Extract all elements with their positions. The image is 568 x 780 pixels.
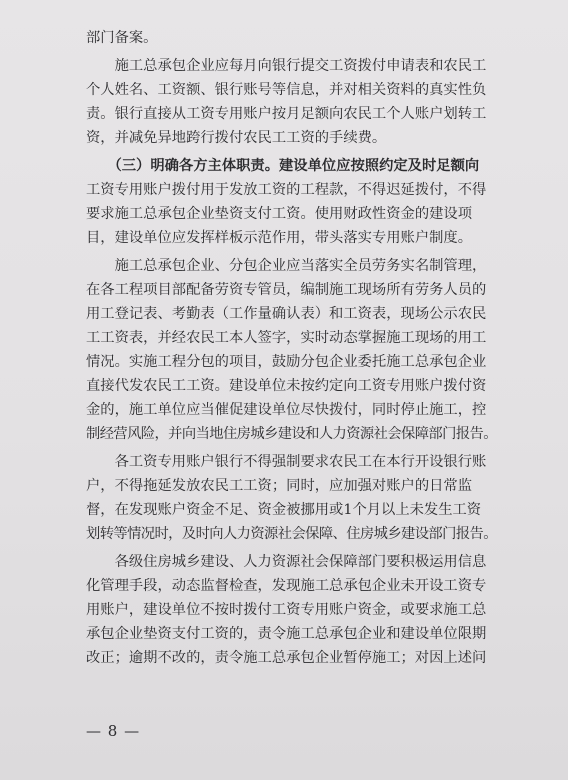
text-line: 责。银行直接从工资专用账户按月足额向农民工个人账户划转工 bbox=[86, 106, 487, 122]
body-text bbox=[86, 26, 544, 670]
text-line: 各工资专用账户银行不得强制要求农民工在本行开设银行账 bbox=[86, 454, 487, 470]
text-line: 督，在发现账户资金不足、资金被挪用或1个月以上未发生工资 bbox=[86, 502, 482, 518]
page-number: — 8 — bbox=[86, 722, 141, 740]
text-line: 划转等情况时，及时向人力资源社会保障、住房城乡建设部门报告。 bbox=[86, 526, 497, 542]
text-line: 情况。实施工程分包的项目，鼓励分包企业委托施工总承包企业 bbox=[86, 354, 487, 370]
text-line: 改正；逾期不改的，责令施工总承包企业暂停施工；对因上述问 bbox=[86, 650, 487, 666]
text-line: 各级住房城乡建设、人力资源社会保障部门要积极运用信息 bbox=[86, 554, 487, 570]
section-heading-line: （三）明确各方主体职责。建设单位应按照约定及时足额向 bbox=[86, 158, 480, 174]
text-line: 在各工程项目部配备劳资专管员，编制施工现场所有劳务人员的 bbox=[86, 282, 487, 298]
text-line: 工工资表，并经农民工本人签字，实时动态掌握施工现场的用工 bbox=[86, 330, 487, 346]
text-line: 金的，施工单位应当催促建设单位尽快拨付，同时停止施工，控 bbox=[86, 402, 487, 418]
text-line: 部门备案。 bbox=[86, 30, 158, 46]
text-line: 目，建设单位应发挥样板示范作用，带头落实专用账户制度。 bbox=[86, 230, 473, 246]
text-line: 直接代发农民工工资。建设单位未按约定向工资专用账户拨付资 bbox=[86, 378, 487, 394]
text-line: 资，并减免异地跨行拨付农民工工资的手续费。 bbox=[86, 130, 387, 146]
text-line: 施工总承包企业应每月向银行提交工资拨付申请表和农民工 bbox=[86, 58, 487, 74]
text-line: 工资专用账户拨付用于发放工资的工程款，不得迟延拨付，不得 bbox=[86, 182, 487, 198]
text-line: 承包企业垫资支付工资的，责令施工总承包企业和建设单位限期 bbox=[86, 626, 487, 642]
text-line: 化管理手段，动态监督检查，发现施工总承包企业未开设工资专 bbox=[86, 578, 487, 594]
text-line: 施工总承包企业、分包企业应当落实全员劳务实名制管理， bbox=[86, 258, 487, 274]
text-line: 个人姓名、工资额、银行账号等信息，并对相关资料的真实性负 bbox=[86, 82, 487, 98]
text-line: 用工登记表、考勤表（工作量确认表）和工资表，现场公示农民 bbox=[86, 306, 487, 322]
text-line: 制经营风险，并向当地住房城乡建设和人力资源社会保障部门报告。 bbox=[86, 426, 497, 442]
text-line: 户，不得拖延发放农民工工资；同时，应加强对账户的日常监 bbox=[86, 478, 473, 494]
text-line: 用账户，建设单位不按时拨付工资专用账户资金，或要求施工总 bbox=[86, 602, 487, 618]
text-line: 要求施工总承包企业垫资支付工资。使用财政性资金的建设项 bbox=[86, 206, 473, 222]
